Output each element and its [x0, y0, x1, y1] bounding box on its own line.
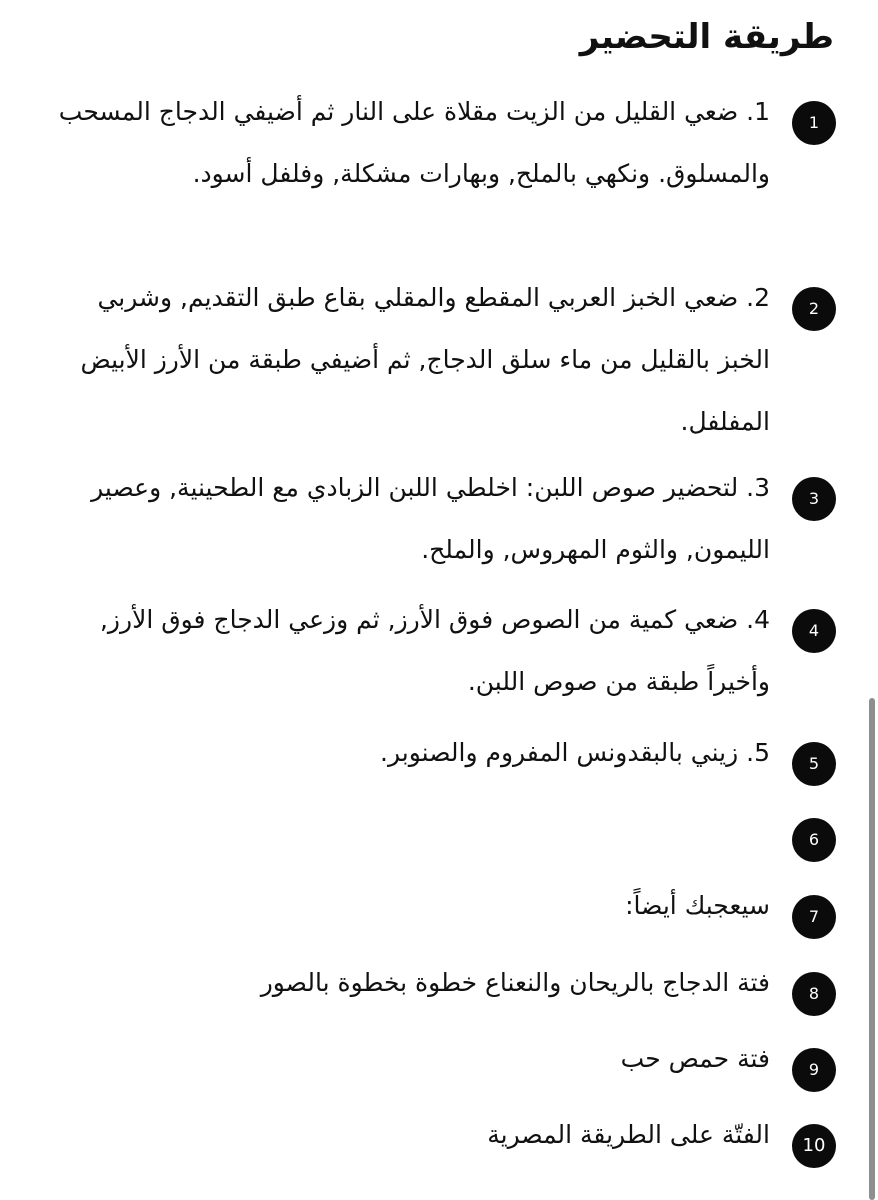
step-text: سيعجبك أيضاً:	[625, 891, 770, 920]
step-text: 3. لتحضير صوص اللبن: اخلطي اللبن الزبادي مع الطحينية, وعصير الليمون, والثوم المهروس, والملح.	[91, 473, 770, 564]
step-number-badge: 9	[792, 1048, 836, 1092]
related-recipe-link[interactable]: فتة حمص حب	[620, 1044, 770, 1073]
list-item-step-3	[0, 473, 878, 564]
step-number-badge: 1	[792, 101, 836, 145]
step-text: 4. ضعي كمية من الصوص فوق الأرز, ثم وزعي الدجاج فوق الأرز, وأخيراً طبقة من صوص اللبن.	[99, 605, 770, 696]
related-recipe-link[interactable]: الفتّة على الطريقة المصرية	[487, 1120, 770, 1149]
related-recipe-link[interactable]: فتة الدجاج بالريحان والنعناع خطوة بخطوة بالصور	[260, 968, 770, 997]
step-number-badge: 5	[792, 742, 836, 786]
list-item-step-4	[0, 605, 878, 696]
list-item-step-2	[0, 283, 878, 436]
list-item-step-9[interactable]	[0, 1044, 878, 1108]
list-item-step-5	[0, 738, 878, 802]
vertical-scrollbar[interactable]	[869, 698, 875, 1200]
step-number-badge: 7	[792, 895, 836, 939]
step-number-badge: 3	[792, 477, 836, 521]
list-item-step-8[interactable]	[0, 968, 878, 1032]
step-text: 5. زيني بالبقدونس المفروم والصنوبر.	[380, 738, 770, 767]
list-item-step-7	[0, 891, 878, 955]
step-number-badge: 2	[792, 287, 836, 331]
step-text: 2. ضعي الخبز العربي المقطع والمقلي بقاع طبق التقديم, وشربي الخبز بالقليل من ماء سلق الدجاج, ثم أضيفي طبقة من الأرز الأبيض المفلفل.	[80, 283, 770, 436]
step-text: 1. ضعي القليل من الزيت مقلاة على النار ثم أضيفي الدجاج المسحب والمسلوق. ونكهي بالملح, وبهارات مشكلة, وفلفل أسود.	[58, 97, 770, 188]
step-number-badge: 8	[792, 972, 836, 1016]
list-item-step-6	[0, 818, 878, 878]
list-item-step-1	[0, 97, 878, 188]
step-number-badge: 4	[792, 609, 836, 653]
page-title: طريقة التحضير	[579, 17, 834, 57]
step-number-badge: 10	[792, 1124, 836, 1168]
list-item-step-10[interactable]	[0, 1120, 878, 1184]
step-number-badge: 6	[792, 818, 836, 862]
